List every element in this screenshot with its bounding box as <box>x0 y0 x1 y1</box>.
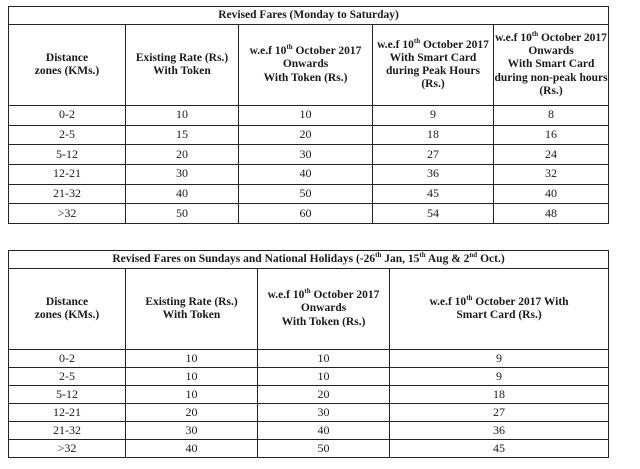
fare-cell: 50 <box>258 440 390 458</box>
header-text-line: zones (KMs.) <box>34 309 100 321</box>
fare-cell: 40 <box>494 184 609 204</box>
ordinal-suffix: th <box>286 43 293 52</box>
fare-cell: 36 <box>373 164 494 184</box>
title-text: Aug & 2 <box>425 252 470 265</box>
header-text-line: Smart Card (Rs.) <box>456 309 542 321</box>
distance-zone-cell: >32 <box>9 204 126 224</box>
distance-zone-cell: 0-2 <box>9 350 126 368</box>
header-text-line <box>258 289 389 302</box>
table-title <box>9 251 609 269</box>
fare-cell: 30 <box>258 404 390 422</box>
fare-cell: 18 <box>373 125 494 145</box>
table-body <box>9 106 609 224</box>
fare-cell: 10 <box>126 106 239 126</box>
table-row <box>9 368 609 386</box>
fare-cell: 10 <box>239 106 373 126</box>
fare-cell: 40 <box>239 164 373 184</box>
column-header <box>258 269 390 350</box>
header-text-line: (Rs.) <box>421 78 445 91</box>
fare-cell: 50 <box>126 204 239 224</box>
fare-cell: 20 <box>258 386 390 404</box>
table-row <box>9 350 609 368</box>
column-header <box>9 269 126 350</box>
title-text: Oct.) <box>477 252 505 265</box>
fare-cell: 10 <box>258 368 390 386</box>
header-text: October 2017 <box>292 45 362 58</box>
table-row <box>9 440 609 458</box>
table-body <box>9 350 609 458</box>
fare-cell: 20 <box>126 404 258 422</box>
ordinal-suffix: th <box>531 30 539 39</box>
fare-cell: 9 <box>390 368 609 386</box>
fare-cell: 27 <box>373 145 494 165</box>
distance-zone-cell: 0-2 <box>9 106 126 126</box>
header-text-line <box>494 32 608 45</box>
distance-zone-cell: 21-32 <box>9 184 126 204</box>
header-text-line: With Smart Card <box>389 51 477 64</box>
table-row <box>9 125 609 145</box>
table-row <box>9 386 609 404</box>
fare-cell: 36 <box>390 422 609 440</box>
fare-cell: 18 <box>390 386 609 404</box>
fare-cell: 40 <box>126 184 239 204</box>
fare-cell: 20 <box>239 125 373 145</box>
header-text-line: during non-peak hours <box>494 71 608 84</box>
distance-zone-cell: 21-32 <box>9 422 126 440</box>
fare-cell: 10 <box>126 368 258 386</box>
header-text-line: Existing Rate (Rs.) <box>145 295 238 308</box>
header-text: October 2017 <box>538 31 607 44</box>
header-text-line: With Token (Rs.) <box>263 71 348 84</box>
column-header <box>390 269 609 350</box>
fare-cell: 60 <box>239 204 373 224</box>
column-header <box>126 25 239 106</box>
fare-cell: 8 <box>494 106 609 126</box>
column-header <box>494 25 609 106</box>
header-text-line: (Rs.) <box>539 84 563 97</box>
header-text-line: Onwards <box>528 45 574 58</box>
header-row <box>9 269 609 350</box>
title-text: Jan, 15 <box>381 252 420 265</box>
header-text-line <box>373 36 493 52</box>
column-header <box>373 25 494 106</box>
distance-zone-cell: 2-5 <box>9 368 126 386</box>
fare-cell: 24 <box>494 145 609 165</box>
header-text-line <box>390 293 608 309</box>
distance-zone-cell: 12-21 <box>9 164 126 184</box>
header-text-line: With Token (Rs.) <box>281 315 366 328</box>
fare-cell: 30 <box>126 422 258 440</box>
table-row <box>9 164 609 184</box>
header-text-line: during Peak Hours <box>386 65 480 77</box>
ordinal-suffix: th <box>419 251 426 260</box>
distance-zone-cell: >32 <box>9 440 126 458</box>
fare-cell: 50 <box>239 184 373 204</box>
header-text-line: Existing Rate (Rs.) <box>135 51 229 64</box>
fares-table-sundays-holidays <box>8 250 609 458</box>
fare-cell: 9 <box>373 106 494 126</box>
header-text-line: Onwards <box>300 302 347 315</box>
fare-cell: 32 <box>494 164 609 184</box>
fare-cell: 45 <box>390 440 609 458</box>
ordinal-suffix: th <box>375 251 382 260</box>
header-text: October 2017 <box>310 289 380 302</box>
table-row <box>9 404 609 422</box>
header-text: October 2017 With <box>472 295 569 308</box>
header-text-line: With Token <box>153 65 211 77</box>
header-text: w.e.f 10 <box>249 45 287 58</box>
header-text-line: Onwards <box>282 58 329 71</box>
header-text-line: With Token <box>162 309 221 321</box>
column-header <box>9 25 126 106</box>
table-title: Revised Fares (Monday to Saturday) <box>9 7 609 25</box>
ordinal-suffix: th <box>466 293 473 302</box>
fare-cell: 54 <box>373 204 494 224</box>
ordinal-suffix: th <box>413 36 421 45</box>
fares-table-monday-saturday <box>8 6 609 224</box>
fare-cell: 45 <box>373 184 494 204</box>
header-text: October 2017 <box>420 38 489 51</box>
header-text: w.e.f 10 <box>429 295 467 308</box>
ordinal-suffix: th <box>304 287 311 296</box>
header-text-line: Distance <box>45 51 89 64</box>
header-text-line: zones (KMs.) <box>34 65 100 77</box>
fare-cell: 40 <box>126 440 258 458</box>
fare-cell: 30 <box>126 164 239 184</box>
fare-cell: 16 <box>494 125 609 145</box>
distance-zone-cell: 12-21 <box>9 404 126 422</box>
header-row <box>9 25 609 106</box>
column-header <box>239 25 373 106</box>
fare-cell: 20 <box>126 145 239 165</box>
header-text: w.e.f 10 <box>495 31 532 44</box>
distance-zone-cell: 5-12 <box>9 145 126 165</box>
table-row <box>9 106 609 126</box>
fare-cell: 40 <box>258 422 390 440</box>
fare-cell: 15 <box>126 125 239 145</box>
header-text-line <box>239 45 372 58</box>
fare-cell: 10 <box>126 386 258 404</box>
header-text: w.e.f 10 <box>267 289 305 302</box>
table-row <box>9 145 609 165</box>
table-row <box>9 204 609 224</box>
column-header <box>126 269 258 350</box>
fare-cell: 48 <box>494 204 609 224</box>
fare-cell: 10 <box>258 350 390 368</box>
table-row <box>9 422 609 440</box>
header-text-line: With Smart Card <box>507 58 595 71</box>
fare-cell: 27 <box>390 404 609 422</box>
fare-cell: 30 <box>239 145 373 165</box>
ordinal-suffix: nd <box>469 251 478 260</box>
title-text: Revised Fares on Sundays and National Holidays (-26 <box>112 252 376 265</box>
table-row <box>9 184 609 204</box>
header-text-line: Distance <box>45 295 89 308</box>
distance-zone-cell: 5-12 <box>9 386 126 404</box>
fare-cell: 9 <box>390 350 609 368</box>
header-text: w.e.f 10 <box>377 38 414 51</box>
distance-zone-cell: 2-5 <box>9 125 126 145</box>
fare-cell: 10 <box>126 350 258 368</box>
